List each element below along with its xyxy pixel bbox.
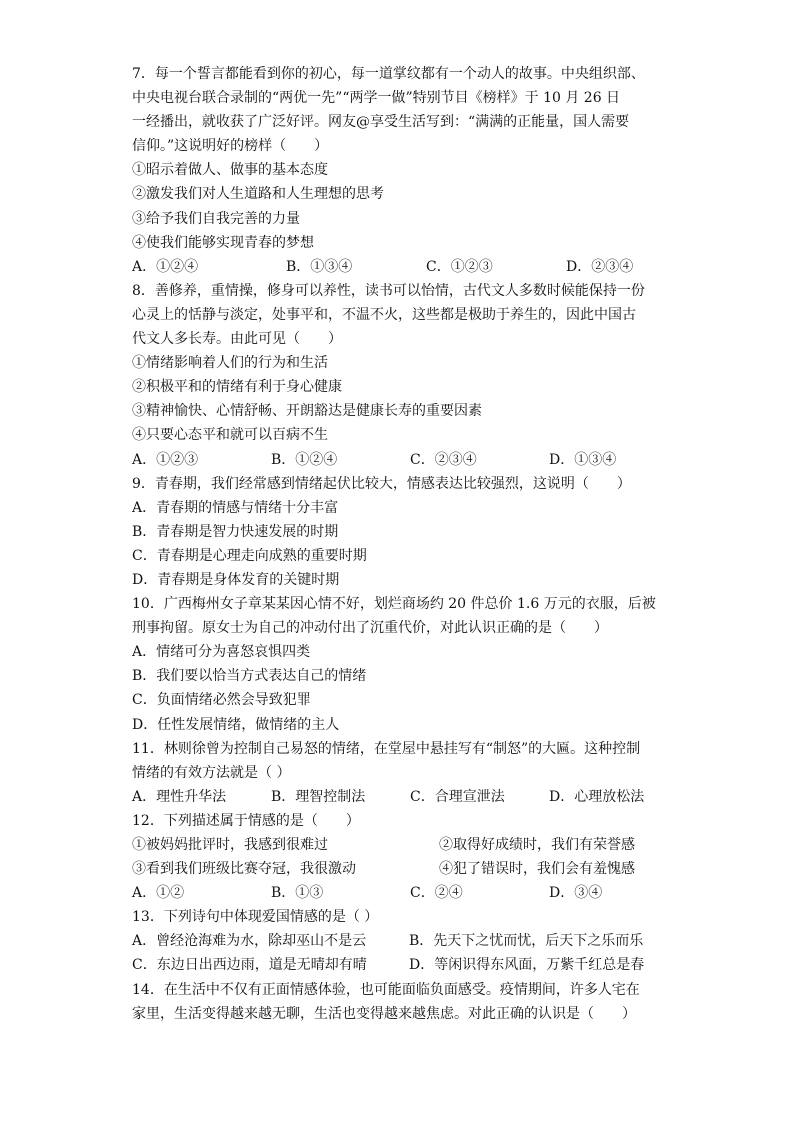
- option-c: C．合理宣泄法: [410, 788, 505, 805]
- option-a: A．①②④: [132, 258, 199, 275]
- statement-row: [132, 833, 672, 857]
- question-stem-line: 11．林则徐曾为控制自己易怒的情绪，在堂屋中悬挂写有“制怒”的大匾。这种控制: [132, 740, 641, 757]
- question-stem-line: 12．下列描述属于情感的是（ ）: [132, 812, 360, 829]
- statement-item: ④只要心态平和就可以百病不生: [132, 427, 328, 444]
- statement-item: ③精神愉快、心情舒畅、开朗豁达是健康长寿的重要因素: [132, 403, 482, 420]
- answer-options: [132, 785, 672, 809]
- option-d: D．①③④: [549, 451, 617, 468]
- option-b: B．先天下之忧而忧，后天下之乐而乐: [409, 933, 644, 950]
- question-stem-line: 信仰。”这说明好的榜样（ ）: [132, 138, 329, 155]
- statement-item: ②积极平和的情绪有利于身心健康: [132, 379, 342, 396]
- option-a: A．青春期的情感与情绪十分丰富: [132, 499, 339, 516]
- option-c: C．②③④: [410, 451, 477, 468]
- question-stem-line: 家里，生活变得越来越无聊，生活也变得越来越焦虑。对此正确的认识是（ ）: [132, 1005, 636, 1022]
- option-d: D．等闲识得东风面，万紫千红总是春: [409, 957, 645, 974]
- option-a: A．情绪可分为喜怒哀惧四类: [132, 644, 311, 661]
- question-stem-line: 14．在生活中不仅有正面情感体验，也可能面临负面感受。疫情期间，许多人宅在: [132, 981, 640, 998]
- option-d: D．青春期是身体发育的关键时期: [132, 571, 340, 588]
- option-a: A．曾经沧海难为水，除却巫山不是云: [132, 933, 367, 950]
- statement-item: ②取得好成绩时，我们有荣誉感: [439, 837, 635, 853]
- question-list: [132, 62, 672, 1026]
- question-stem-line: 9．青春期，我们经常感到情绪起伏比较大，情感表达比较强烈，这说明（ ）: [132, 475, 631, 492]
- statement-row: [132, 857, 672, 881]
- question-stem-line: 8．善修养，重情操，修身可以养性，读书可以怡情，古代文人多数时候能保持一份: [132, 282, 645, 299]
- option-c: C．②④: [410, 885, 463, 902]
- answer-options: [132, 929, 672, 953]
- question-10: [132, 592, 672, 737]
- statement-item: ④使我们能够实现青春的梦想: [132, 234, 314, 251]
- statement-item: ④犯了错误时，我们会有羞愧感: [439, 861, 635, 878]
- option-b: B．理智控制法: [271, 788, 366, 805]
- option-a: A．①②: [132, 885, 185, 902]
- option-b: B．青春期是智力快速发展的时期: [132, 523, 339, 540]
- statement-item: ①昭示着做人、做事的基本态度: [132, 162, 328, 179]
- option-c: C．负面情绪必然会导致犯罪: [132, 692, 311, 709]
- question-stem-line: 7．每一个誓言都能看到你的初心，每一道掌纹都有一个动人的故事。中央组织部、: [132, 66, 645, 82]
- question-stem-line: 心灵上的恬静与淡定，处事平和，不温不火，这些都是极助于养生的，因此中国古: [132, 306, 636, 323]
- question-stem-line: 代文人多长寿。由此可见（ ）: [132, 331, 342, 348]
- option-c: C．青春期是心理走向成熟的重要时期: [132, 547, 367, 564]
- question-11: [132, 737, 672, 809]
- question-8: [132, 279, 672, 472]
- option-d: D．③④: [549, 885, 603, 902]
- question-stem-line: 10．广西梅州女子章某某因心情不好，划烂商场约 20 件总价 1.6 万元的衣服，后被: [132, 596, 656, 613]
- statement-item: ②激发我们对人生道路和人生理想的思考: [132, 186, 384, 203]
- option-a: A．①②③: [132, 451, 199, 468]
- answer-options: [132, 448, 672, 472]
- statement-item: ①情绪影响着人们的行为和生活: [132, 355, 328, 372]
- question-12: [132, 809, 672, 905]
- answer-options: [132, 881, 672, 905]
- option-d: D．心理放松法: [549, 788, 645, 805]
- question-14: [132, 978, 672, 1026]
- question-stem-line: 情绪的有效方法就是（ ）: [132, 764, 291, 781]
- question-stem-line: 一经播出，就收获了广泛好评。网友@享受生活写到：“满满的正能量，国人需要: [132, 114, 630, 131]
- option-c: C．①②③: [426, 258, 493, 275]
- question-stem-line: 刑事拘留。原女士为自己的冲动付出了沉重代价，对此认识正确的是（ ）: [132, 620, 608, 637]
- question-13: [132, 905, 672, 977]
- answer-options: [132, 255, 672, 279]
- statement-item: ③给予我们自我完善的力量: [132, 210, 300, 227]
- option-b: B．①③: [271, 885, 324, 902]
- option-b: B．①③④: [286, 258, 353, 275]
- question-7: [132, 62, 672, 279]
- statement-item: ③看到我们班级比赛夺冠，我很激动: [132, 861, 356, 878]
- question-9: [132, 472, 672, 592]
- question-stem-line: 13．下列诗句中体现爱国情感的是（ ）: [132, 909, 379, 926]
- statement-item: ①被妈妈批评时，我感到很难过: [132, 837, 328, 853]
- option-d: D．②③④: [566, 258, 634, 275]
- option-d: D．任性发展情绪，做情绪的主人: [132, 716, 340, 733]
- option-b: B．①②④: [271, 451, 338, 468]
- option-a: A．理性升华法: [132, 788, 227, 805]
- question-stem-line: 中央电视台联合录制的“两优一先”“两学一做”特别节目《榜样》于 10 月 26 日: [132, 90, 621, 107]
- option-b: B．我们要以恰当方式表达自己的情绪: [132, 668, 367, 685]
- answer-options: [132, 953, 672, 977]
- option-c: C．东边日出西边雨，道是无晴却有晴: [132, 957, 367, 974]
